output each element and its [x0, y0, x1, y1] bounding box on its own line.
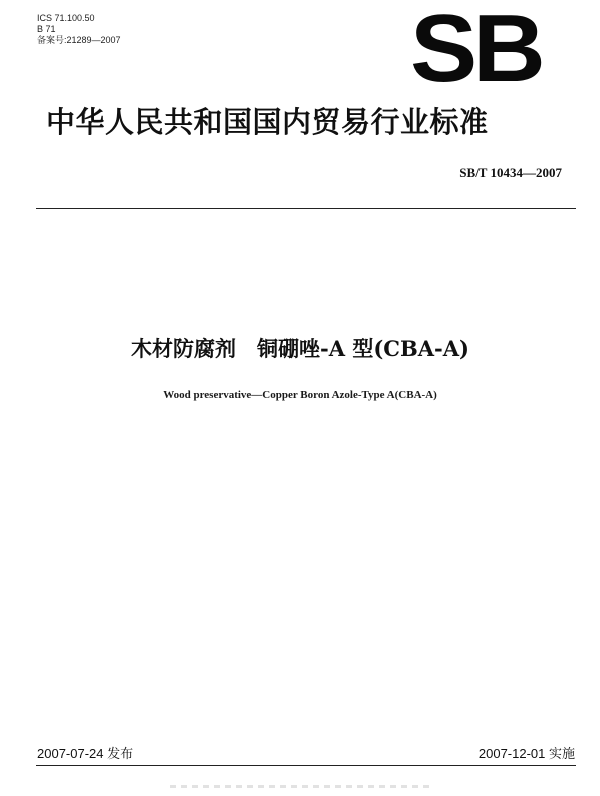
document-title-english: Wood preservative—Copper Boron Azole-Type A(CBA-A) — [163, 389, 437, 401]
top-divider — [36, 208, 576, 209]
scan-artifact — [170, 785, 430, 788]
record-number: 备案号:21289—2007 — [37, 35, 121, 45]
document-title-chinese: 木材防腐剂 铜硼唑-A 型(CBA-A) — [131, 336, 469, 361]
issue-date: 2007-07-24 发布 — [37, 746, 134, 761]
ics-code: ICS 71.100.50 — [37, 13, 95, 23]
sb-logo: SB — [410, 0, 542, 102]
standard-category-title: 中华人民共和国国内贸易行业标准 — [46, 105, 489, 139]
document-meta — [37, 13, 121, 46]
implementation-date: 2007-12-01 实施 — [478, 746, 575, 761]
ccs-code: B 71 — [37, 24, 56, 34]
bottom-divider — [36, 765, 576, 766]
standard-code: SB/T 10434—2007 — [459, 165, 562, 180]
